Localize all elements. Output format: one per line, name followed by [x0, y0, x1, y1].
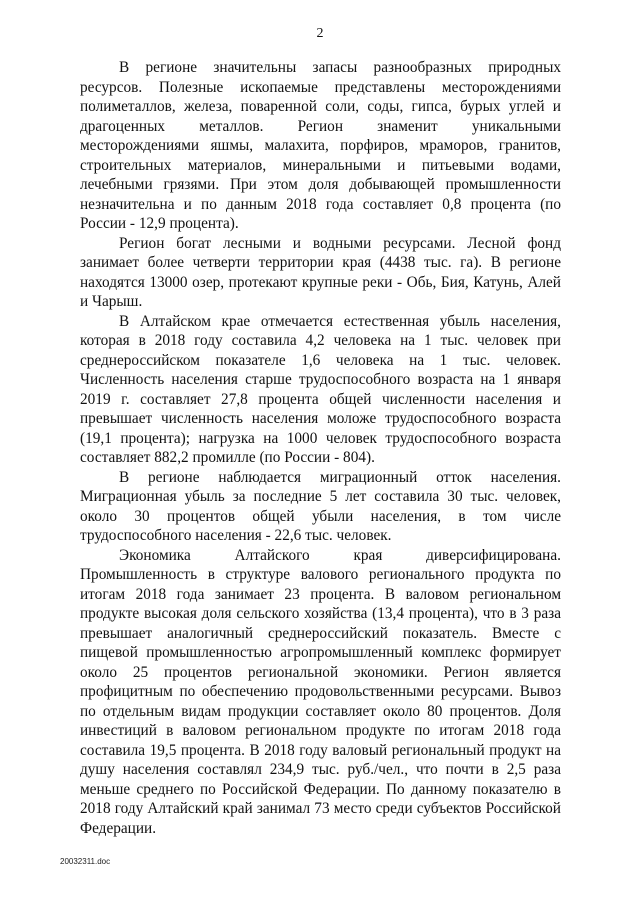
paragraph-natural-resources: В регионе значительны запасы разнообразных природных ресурсов. Полезные ископаемые представлены месторождениями полиметаллов, железа, поваренной соли, соды, гипса, бурых углей и драгоценных металлов. Регион знаменит уникальными месторождениями яшмы, малахита, порфиров, мраморов, гранитов, строительных материалов, минеральными и питьевыми водами, лечебными грязями. При этом доля добывающей промышленности незначительна и по данным 2018 года составляет 0,8 процента (по России - 12,9 процента). [80, 59, 561, 232]
paragraph-economy: Экономика Алтайского края диверсифицирована. Промышленность в структуре валового регионального продукта по итогам 2018 года занимает 23 процента. В валовом региональном продукте высокая доля сельского хозяйства (13,4 процента), что в 3 раза превышает аналогичный среднероссийский показатель. Вместе с пищевой промышленностью агропромышленный комплекс формирует около 25 процентов региональной экономики. Регион является профицитным по обеспечению продовольственными ресурсами. Вывоз по отдельным видам продукции составляет около 80 процентов. Доля инвестиций в валовом региональном продукте по итогам 2018 года составила 19,5 процента. В 2018 году валовый региональный продукт на душу населения составлял 234,9 тыс. руб./чел., что почти в 2,5 раза меньше среднего по Российской Федерации. По данному показателю в 2018 году Алтайский край занимал 73 место среди субъектов Российской Федерации. [80, 546, 561, 837]
document-body [80, 58, 561, 838]
paragraph-population-decline: В Алтайском крае отмечается естественная убыль населения, которая в 2018 году составила 4,2 человека на 1 тыс. человек при среднероссийском показателе 1,6 человека на 1 тыс. человек. Численность населения старше трудоспособного возраста на 1 января 2019 г. составляет 27,8 процента общей численности населения и превышает численность населения моложе трудоспособного возраста (19,1 процента); нагрузка на 1000 человек трудоспособного возраста составляет 882,2 промилле (по России - 804). [80, 312, 561, 466]
paragraph-forest-water: Регион богат лесными и водными ресурсами. Лесной фонд занимает более четверти территории края (4438 тыс. га). В регионе находятся 13000 озер, протекают крупные реки - Обь, Бия, Катунь, Алей и Чарыш. [80, 234, 561, 310]
file-name-footer: 20032311.doc [60, 857, 111, 866]
page-number: 2 [316, 26, 324, 41]
paragraph-migration: В регионе наблюдается миграционный отток населения. Миграционная убыль за последние 5 лет составила 30 тыс. человек, около 30 процентов общей убыли населения, в том числе трудоспособного населения - 22,6 тыс. человек. [80, 468, 561, 544]
